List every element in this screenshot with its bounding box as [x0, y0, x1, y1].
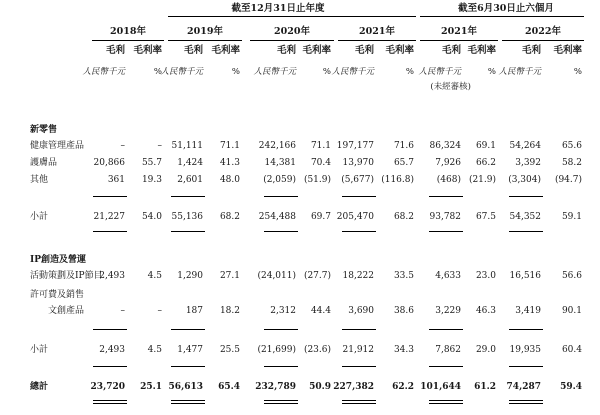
table-cell: 44.4 — [310, 306, 331, 316]
table-cell: 232,789 — [255, 382, 296, 392]
year-rule — [92, 40, 164, 41]
table-row-label-line2: 文創產品 — [48, 306, 85, 316]
subtotal-rule — [509, 366, 543, 367]
year-rule — [168, 40, 242, 41]
table-cell: 27.1 — [219, 271, 240, 281]
year-heading: 2022年 — [525, 26, 561, 37]
table-cell: 46.3 — [475, 306, 496, 316]
table-cell: 197,177 — [336, 141, 374, 151]
subtotal-rule — [509, 329, 543, 330]
subtotal-rule — [93, 196, 127, 197]
table-cell: (116.8) — [381, 175, 414, 185]
table-cell: 67.5 — [475, 212, 496, 222]
table-cell: 13,970 — [342, 158, 374, 168]
total-double-rule — [342, 400, 376, 401]
subtotal-rule — [509, 196, 543, 197]
subtotal-rule — [429, 366, 463, 367]
subtotal-rule — [171, 366, 205, 367]
table-cell: 71.1 — [310, 141, 331, 151]
table-cell: (3,304) — [508, 175, 541, 185]
table-cell: 19,935 — [509, 345, 541, 355]
subtotal-rule — [264, 366, 298, 367]
table-cell: 38.6 — [393, 306, 414, 316]
table-cell: 2,493 — [99, 271, 125, 281]
table-cell: 54,352 — [509, 212, 541, 222]
year-heading: 2021年 — [441, 26, 477, 37]
table-cell: 227,382 — [333, 382, 374, 392]
table-cell: 69.1 — [475, 141, 496, 151]
table-cell: 65.7 — [393, 158, 414, 168]
table-cell: (2,059) — [263, 175, 296, 185]
table-cell: 68.2 — [393, 212, 414, 222]
year-heading: 2020年 — [274, 26, 310, 37]
year-rule — [502, 40, 584, 41]
table-cell: 56.6 — [561, 271, 582, 281]
table-cell: 3,419 — [515, 306, 541, 316]
table-cell: 205,470 — [336, 212, 374, 222]
subtotal-row-label: 小計 — [30, 345, 49, 355]
table-cell: (51.9) — [303, 175, 331, 185]
table-cell: 93,782 — [429, 212, 461, 222]
table-cell: 2,493 — [99, 345, 125, 355]
table-cell: 1,424 — [177, 158, 203, 168]
section-title: 新零售 — [30, 125, 58, 135]
table-cell: 66.2 — [475, 158, 496, 168]
subtotal-rule — [264, 329, 298, 330]
gross-profit-heading: 毛利 — [441, 45, 461, 56]
table-cell: – — [157, 306, 162, 316]
table-cell: 3,690 — [348, 306, 374, 316]
table-cell: 33.5 — [393, 271, 414, 281]
table-cell: (21,699) — [257, 345, 296, 355]
table-cell: 4.5 — [147, 345, 162, 355]
margin-heading: 毛利率 — [302, 45, 331, 56]
table-cell: 4,633 — [435, 271, 461, 281]
table-cell: 25.5 — [219, 345, 240, 355]
table-cell: 56,613 — [168, 382, 203, 392]
table-cell: 65.6 — [561, 141, 582, 151]
total-double-rule — [429, 400, 463, 401]
table-cell: – — [120, 141, 125, 151]
subtotal-rule — [429, 231, 463, 232]
table-cell: 60.4 — [561, 345, 582, 355]
pct-unit: % — [153, 67, 162, 77]
total-double-rule — [264, 403, 298, 404]
table-cell: 20,866 — [93, 158, 125, 168]
year-heading: 2018年 — [110, 26, 146, 37]
table-cell: 2,601 — [177, 175, 203, 185]
table-row-label: 活動策劃及IP節目 — [30, 271, 103, 281]
subtotal-row-label: 小計 — [30, 212, 49, 222]
period-fy-rule — [168, 16, 416, 17]
margin-heading: 毛利率 — [211, 45, 240, 56]
gross-profit-heading: 毛利 — [105, 45, 125, 56]
year-rule — [250, 40, 334, 41]
table-cell: 7,926 — [435, 158, 461, 168]
margin-heading: 毛利率 — [385, 45, 414, 56]
currency-unit: 人民幣千元 — [253, 67, 296, 77]
currency-unit: 人民幣千元 — [498, 67, 541, 77]
table-cell: (23.6) — [303, 345, 331, 355]
table-row-label: 健康管理產品 — [30, 141, 85, 151]
table-cell: 18,222 — [342, 271, 374, 281]
table-cell: (21.9) — [468, 175, 496, 185]
table-cell: 18.2 — [219, 306, 240, 316]
total-double-rule — [509, 403, 543, 404]
gross-profit-heading: 毛利 — [276, 45, 296, 56]
table-cell: 4.5 — [147, 271, 162, 281]
section-title: IP創造及營運 — [30, 255, 86, 265]
table-cell: 16,516 — [509, 271, 541, 281]
table-cell: 61.2 — [474, 382, 496, 392]
currency-unit: 人民幣千元 — [418, 67, 461, 77]
subtotal-rule — [93, 231, 127, 232]
pct-unit: % — [573, 67, 582, 77]
table-cell: 55,136 — [171, 212, 203, 222]
total-row-label: 總計 — [30, 382, 49, 392]
total-double-rule — [171, 403, 205, 404]
table-cell: 41.3 — [219, 158, 240, 168]
period-6m-heading: 截至6月30日止六個月 — [458, 3, 554, 14]
pct-unit: % — [231, 67, 240, 77]
table-cell: 68.2 — [219, 212, 240, 222]
table-cell: 254,488 — [258, 212, 296, 222]
table-row-label: 許可費及銷售 — [30, 290, 85, 300]
table-cell: 58.2 — [561, 158, 582, 168]
gross-profit-heading: 毛利 — [521, 45, 541, 56]
gross-profit-heading: 毛利 — [354, 45, 374, 56]
period-fy-heading: 截至12月31日止年度 — [231, 3, 325, 14]
table-cell: – — [120, 306, 125, 316]
total-double-rule — [509, 400, 543, 401]
subtotal-rule — [429, 196, 463, 197]
table-cell: 70.4 — [310, 158, 331, 168]
subtotal-rule — [264, 196, 298, 197]
year-heading: 2021年 — [359, 26, 395, 37]
pct-unit: % — [322, 67, 331, 77]
unaudited-note: (未經審核) — [430, 82, 471, 92]
currency-unit: 人民幣千元 — [82, 67, 125, 77]
table-cell: 1,477 — [177, 345, 203, 355]
table-cell: 25.1 — [140, 382, 162, 392]
subtotal-rule — [429, 329, 463, 330]
subtotal-rule — [93, 366, 127, 367]
table-cell: 55.7 — [141, 158, 162, 168]
year-heading: 2019年 — [187, 26, 223, 37]
year-rule — [338, 40, 416, 41]
table-cell: 86,324 — [429, 141, 461, 151]
table-cell: 2,312 — [270, 306, 296, 316]
currency-unit: 人民幣千元 — [331, 67, 374, 77]
table-cell: 3,229 — [435, 306, 461, 316]
table-cell: 187 — [185, 306, 203, 316]
table-cell: (24,011) — [257, 271, 296, 281]
margin-heading: 毛利率 — [133, 45, 162, 56]
table-cell: 59.4 — [560, 382, 582, 392]
subtotal-rule — [171, 231, 205, 232]
subtotal-rule — [342, 231, 376, 232]
subtotal-rule — [342, 196, 376, 197]
total-double-rule — [342, 403, 376, 404]
table-row-label: 護膚品 — [30, 158, 58, 168]
total-double-rule — [429, 403, 463, 404]
subtotal-rule — [342, 366, 376, 367]
table-cell: 71.6 — [393, 141, 414, 151]
pct-unit: % — [487, 67, 496, 77]
table-cell: 59.1 — [561, 212, 582, 222]
table-cell: 1,290 — [177, 271, 203, 281]
table-row-label: 其他 — [30, 175, 49, 185]
table-cell: 19.3 — [141, 175, 162, 185]
table-cell: 21,227 — [93, 212, 125, 222]
margin-heading: 毛利率 — [467, 45, 496, 56]
gross-profit-heading: 毛利 — [183, 45, 203, 56]
table-cell: 50.9 — [309, 382, 331, 392]
table-cell: 3,392 — [515, 158, 541, 168]
total-double-rule — [93, 400, 127, 401]
table-cell: (94.7) — [554, 175, 582, 185]
subtotal-rule — [264, 231, 298, 232]
table-cell: 54.0 — [141, 212, 162, 222]
table-cell: (5,677) — [341, 175, 374, 185]
table-cell: 54,264 — [509, 141, 541, 151]
subtotal-rule — [509, 231, 543, 232]
table-cell: 29.0 — [475, 345, 496, 355]
currency-unit: 人民幣千元 — [160, 67, 203, 77]
table-cell: 23.0 — [475, 271, 496, 281]
table-cell: 242,166 — [258, 141, 296, 151]
total-double-rule — [93, 403, 127, 404]
table-cell: 90.1 — [561, 306, 582, 316]
table-cell: 34.3 — [393, 345, 414, 355]
subtotal-rule — [342, 329, 376, 330]
pct-unit: % — [405, 67, 414, 77]
table-cell: 48.0 — [219, 175, 240, 185]
table-cell: (468) — [436, 175, 461, 185]
subtotal-rule — [93, 329, 127, 330]
table-cell: 14,381 — [264, 158, 296, 168]
table-cell: (27.7) — [303, 271, 331, 281]
total-double-rule — [264, 400, 298, 401]
table-cell: 101,644 — [420, 382, 461, 392]
table-cell: 71.1 — [219, 141, 240, 151]
total-double-rule — [171, 400, 205, 401]
table-cell: 21,912 — [342, 345, 374, 355]
period-6m-rule — [420, 16, 584, 17]
table-cell: 65.4 — [218, 382, 240, 392]
table-cell: 62.2 — [392, 382, 414, 392]
table-cell: 361 — [107, 175, 125, 185]
margin-heading: 毛利率 — [553, 45, 582, 56]
table-cell: 7,862 — [435, 345, 461, 355]
table-cell: – — [157, 141, 162, 151]
table-cell: 51,111 — [171, 141, 203, 151]
table-cell: 23,720 — [90, 382, 125, 392]
year-rule — [420, 40, 498, 41]
table-cell: 74,287 — [506, 382, 541, 392]
subtotal-rule — [171, 196, 205, 197]
table-cell: 69.7 — [310, 212, 331, 222]
subtotal-rule — [171, 329, 205, 330]
